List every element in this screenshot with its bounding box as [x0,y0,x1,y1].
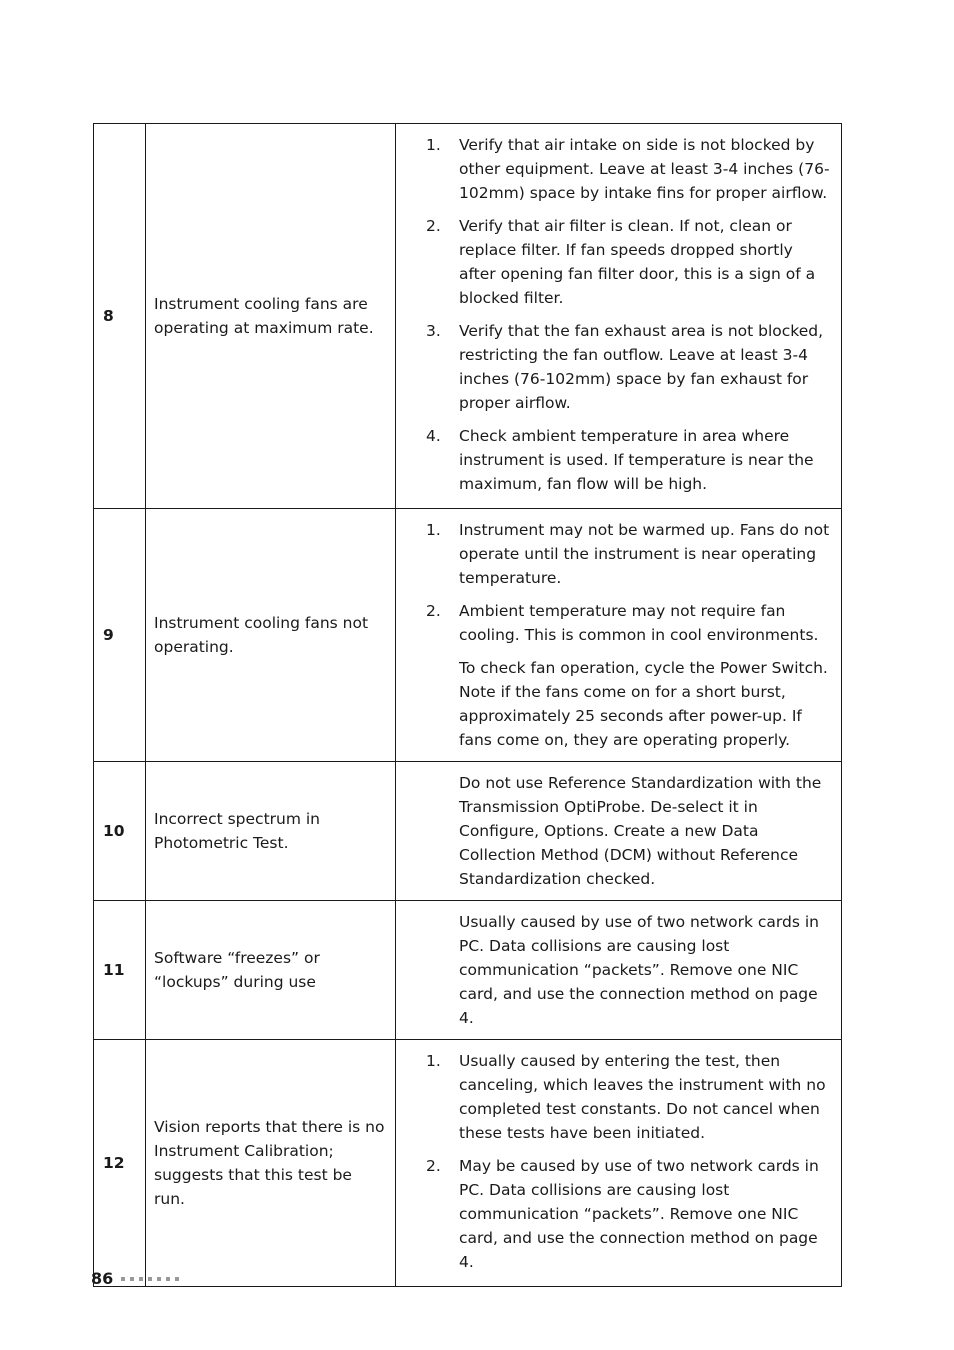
table-row [94,1040,842,1287]
solution-note: Usually caused by use of two network cards in PC. Data collisions are causing lost communication “packets”. Remove one NIC card, and use the connection method on page 4. [459,913,819,1027]
solution-cell [396,901,842,1040]
table-row [94,124,842,509]
row-number: 9 [94,509,146,762]
table-row [94,762,842,901]
page-footer [91,1268,179,1290]
solution-step: 1. Verify that air intake on side is not blocked by other equipment. Leave at least 3-4 inches (76-102mm) space by intake fins for proper airflow. [426,136,830,202]
troubleshooting-table [93,123,842,1287]
solution-step: 2. Verify that air filter is clean. If not, clean or replace filter. If fan speeds dropped shortly after opening fan filter door, this is a sign of a blocked filter. [426,217,816,307]
table-row [94,509,842,762]
solution-cell [396,762,842,901]
solution-note: Do not use Reference Standardization with the Transmission OptiProbe. De-select it in Configure, Options. Create a new Data Collection Method (DCM) without Reference Standardization checked. [459,774,822,888]
problem-text: Incorrect spectrum in Photometric Test. [146,762,396,901]
solution-step: 3. Verify that the fan exhaust area is not blocked, restricting the fan outflow. Leave at least 3-4 inches (76-102mm) space by fan exhaust for proper airflow. [426,322,824,412]
page-number: 86 [91,1269,114,1288]
row-number: 10 [94,762,146,901]
solution-step: 4. Check ambient temperature in area where instrument is used. If temperature is near the maximum, fan flow will be high. [426,427,814,493]
table-row [94,901,842,1040]
row-number: 12 [94,1040,146,1287]
solution-cell [396,1040,842,1287]
problem-text: Vision reports that there is no Instrument Calibration; suggests that this test be run. [146,1040,396,1287]
solution-step: 2. May be caused by use of two network cards in PC. Data collisions are causing lost communication “packets”. Remove one NIC card, and use the connection method on page 4. [426,1157,819,1271]
problem-text: Instrument cooling fans are operating at maximum rate. [146,124,396,509]
row-number: 8 [94,124,146,509]
footer-dots-decoration [121,1277,179,1281]
solution-step: 1. Instrument may not be warmed up. Fans do not operate until the instrument is near operating temperature. [426,521,830,587]
problem-text: Instrument cooling fans not operating. [146,509,396,762]
solution-note: To check fan operation, cycle the Power Switch. Note if the fans come on for a short burst, approximately 25 seconds after power-up. If fans come on, they are operating properly. [459,659,828,749]
solution-step: 1. Usually caused by entering the test, then canceling, which leaves the instrument with no completed test constants. Do not cancel when these tests have been initiated. [426,1052,826,1142]
solution-step: 2. Ambient temperature may not require fan cooling. This is common in cool environments. [426,602,819,644]
row-number: 11 [94,901,146,1040]
problem-text: Software “freezes” or “lockups” during use [146,901,396,1040]
solution-cell [396,124,842,509]
solution-cell [396,509,842,762]
